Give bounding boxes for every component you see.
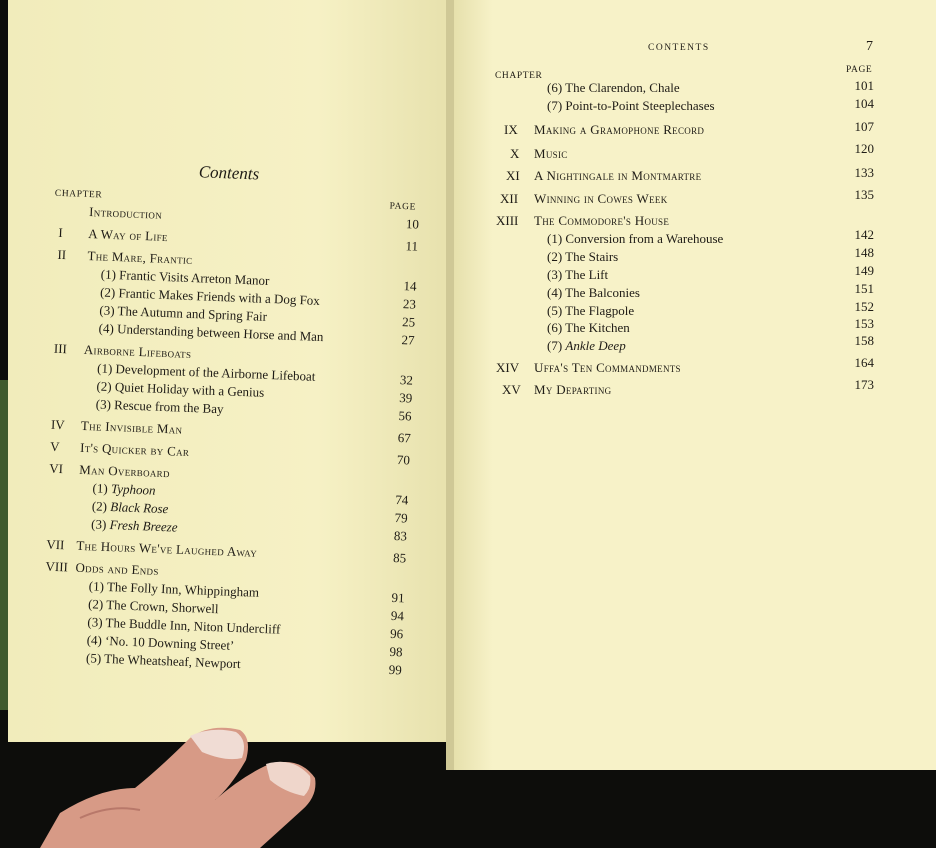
toc-entry-number: X xyxy=(510,146,520,161)
toc-entry-number: VII xyxy=(46,536,65,553)
toc-entry-number: V xyxy=(49,438,60,455)
toc-subentry-title: (3) Rescue from the Bay xyxy=(95,396,224,417)
toc-subentry-title: (2) The Crown, Shorwell xyxy=(87,596,219,617)
thumb-fingers-photo xyxy=(40,718,320,848)
toc-entry-page: 158 xyxy=(854,333,874,348)
toc-subentry-title: (3) The Buddle Inn, Niton Undercliff xyxy=(87,614,281,637)
toc-entry-page: 14 xyxy=(403,278,417,294)
toc-entry-number: XII xyxy=(500,191,519,206)
toc-entry-page: 39 xyxy=(398,390,413,406)
toc-subentry-title: (3) The Lift xyxy=(547,267,609,282)
toc-subentry-title: (2) Quiet Holiday with a Genius xyxy=(96,378,265,400)
toc-subentry-title: (6) The Clarendon, Chale xyxy=(547,80,680,95)
toc-entry-page: 98 xyxy=(389,643,403,660)
toc-entry-number: IV xyxy=(50,416,65,433)
toc-entry-number: XI xyxy=(506,168,520,183)
toc-entry-title: A Way of Life xyxy=(88,226,169,245)
toc-entry-number: XV xyxy=(502,382,521,397)
toc-subentry-title: (2) The Stairs xyxy=(547,249,619,264)
toc-entry-page: 67 xyxy=(397,430,412,446)
page-label: PAGE xyxy=(846,65,873,75)
toc-entry-page: 10 xyxy=(405,216,420,232)
toc-entry-page: 142 xyxy=(854,227,874,242)
chapter-label: CHAPTER xyxy=(54,188,103,201)
toc-entry-page: 70 xyxy=(396,452,411,468)
contents-title: Contents xyxy=(198,162,260,184)
toc-entry-page: 149 xyxy=(854,263,874,278)
toc-entry-title: Making a Gramophone Record xyxy=(534,122,705,137)
toc-subentry-title: (4) The Balconies xyxy=(547,285,640,300)
toc-entry-page: 27 xyxy=(401,332,415,348)
toc-entry-page: 152 xyxy=(854,299,874,314)
toc-subentry-title: (5) The Flagpole xyxy=(547,303,635,318)
toc-subentry-title: (2) Frantic Makes Friends with a Dog Fox xyxy=(99,284,321,308)
toc-entry-page: 148 xyxy=(854,245,874,260)
chapter-label: CHAPTER xyxy=(495,71,543,81)
toc-entry-number: III xyxy=(53,340,68,357)
toc-entry-page: 135 xyxy=(854,187,874,202)
toc-entry-page: 153 xyxy=(854,316,874,331)
toc-entry-number: I xyxy=(58,224,63,241)
toc-entry-number: VI xyxy=(49,460,64,477)
running-header: CONTENTS xyxy=(648,43,710,53)
toc-entry-title: Uffa's Ten Commandments xyxy=(534,360,681,375)
toc-entry-page: 173 xyxy=(854,377,874,392)
toc-entry-title: Introduction xyxy=(88,204,163,222)
toc-entry-page: 164 xyxy=(854,355,874,370)
toc-entry-page: 79 xyxy=(394,509,408,526)
toc-entry-number: VIII xyxy=(45,558,69,575)
toc-entry-page: 83 xyxy=(393,527,408,544)
toc-subentry-title: (7) Point-to-Point Steeplechases xyxy=(547,98,715,113)
toc-entry-title: My Departing xyxy=(534,382,612,397)
toc-entry-page: 25 xyxy=(401,314,416,330)
toc-subentry-title: (1) Conversion from a Warehouse xyxy=(547,231,724,246)
toc-entry-title: Odds and Ends xyxy=(75,559,160,578)
toc-entry-number: XIII xyxy=(496,213,519,228)
toc-entry-title: Airborne Lifeboats xyxy=(83,341,192,362)
toc-entry-title: The Commodore's House xyxy=(534,213,670,228)
left-page xyxy=(8,0,450,742)
toc-subentry-title: (6) The Kitchen xyxy=(547,320,630,335)
toc-entry-number: IX xyxy=(504,122,518,137)
toc-subentry-title: (3) Fresh Breeze xyxy=(90,516,178,535)
toc-entry-page: 133 xyxy=(854,165,874,180)
toc-entry-page: 32 xyxy=(399,372,414,388)
toc-entry-page: 23 xyxy=(402,296,417,312)
toc-entry-page: 85 xyxy=(392,549,407,566)
toc-entry-page: 96 xyxy=(389,625,404,642)
toc-entry-title: The Mare, Frantic xyxy=(87,247,193,268)
page-label: PAGE xyxy=(389,201,417,213)
toc-subentry-title: (5) The Wheatsheaf, Newport xyxy=(85,650,241,672)
toc-entry-title: The Invisible Man xyxy=(80,417,183,437)
toc-entry-page: 101 xyxy=(854,78,874,93)
toc-entry-page: 99 xyxy=(388,661,403,678)
toc-entry-title: The Hours We've Laughed Away xyxy=(76,537,258,560)
toc-entry-page: 151 xyxy=(854,281,874,296)
toc-entry-page: 74 xyxy=(395,491,409,508)
right-page xyxy=(454,0,936,770)
toc-entry-page: 120 xyxy=(854,141,874,156)
toc-subentry-title: (2) Black Rose xyxy=(91,498,169,517)
toc-entry-title: Music xyxy=(534,146,568,161)
toc-subentry-title: (1) Typhoon xyxy=(92,480,156,498)
toc-entry-title: Man Overboard xyxy=(79,461,171,481)
toc-entry-page: 107 xyxy=(854,119,874,134)
toc-entry-page: 104 xyxy=(854,96,874,111)
toc-entry-title: Winning in Cowes Week xyxy=(534,191,668,206)
toc-subentry-title: (4) Understanding between Horse and Man xyxy=(98,320,324,345)
toc-entry-page: 11 xyxy=(405,238,419,254)
toc-entry-page: 91 xyxy=(391,589,405,606)
toc-subentry-title: (1) Frantic Visits Arreton Manor xyxy=(100,266,270,288)
toc-subentry-title: (7) Ankle Deep xyxy=(547,338,626,353)
toc-subentry-title: (3) The Autumn and Spring Fair xyxy=(99,302,268,324)
toc-entry-title: It's Quicker by Car xyxy=(79,439,190,460)
page-number: 7 xyxy=(866,39,873,54)
toc-entry-page: 56 xyxy=(398,408,412,424)
toc-entry-page: 94 xyxy=(390,607,405,624)
toc-entry-title: A Nightingale in Montmartre xyxy=(534,168,702,183)
toc-entry-number: II xyxy=(57,246,67,263)
toc-subentry-title: (1) Development of the Airborne Lifeboat xyxy=(96,360,316,384)
toc-subentry-title: (1) The Folly Inn, Whippingham xyxy=(88,578,260,600)
toc-entry-number: XIV xyxy=(496,360,520,375)
left-contents-block xyxy=(0,0,465,775)
toc-subentry-title: (4) ‘No. 10 Downing Street’ xyxy=(86,632,235,653)
